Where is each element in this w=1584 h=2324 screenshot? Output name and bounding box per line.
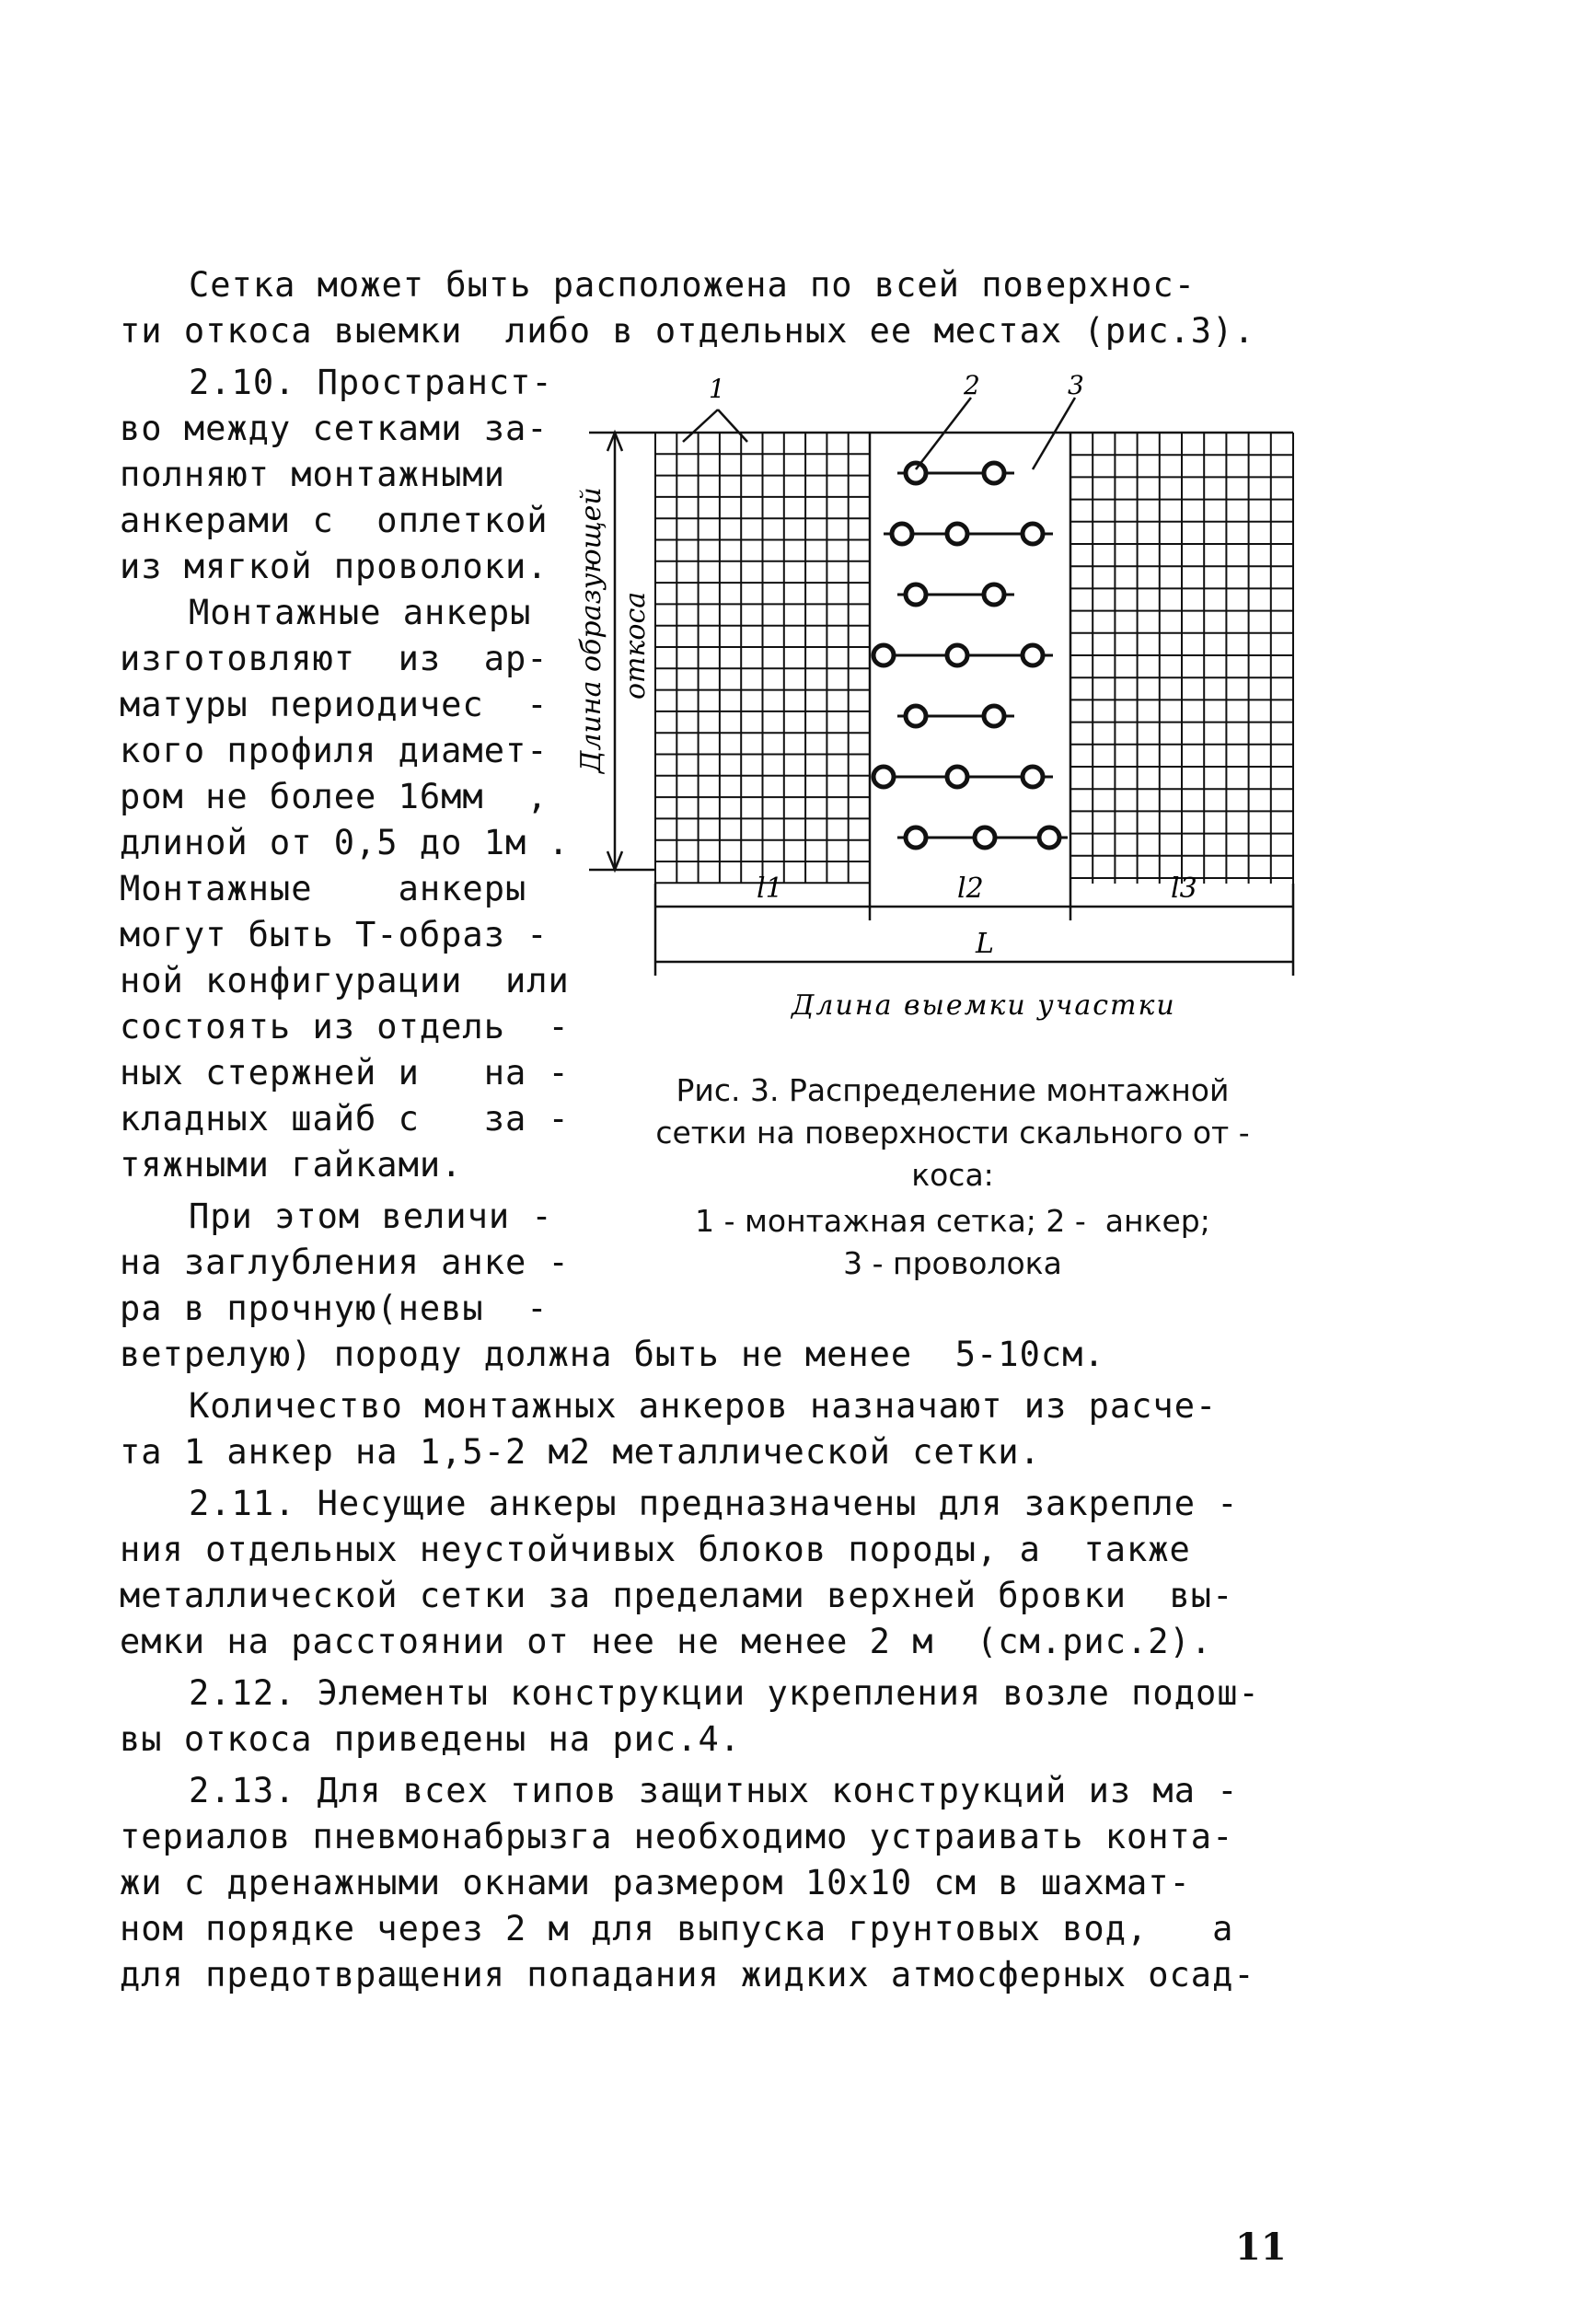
- vertical-label-inner: откоса: [619, 591, 652, 700]
- figure-label-2: 2: [964, 370, 980, 400]
- body-line: териалов пневмонабрызга необходимо устраивать конта-: [120, 1817, 1234, 1856]
- anchor-marker: [906, 463, 926, 483]
- body-line: та 1 анкер на 1,5-2 м2 металлической сетки.: [120, 1432, 1041, 1472]
- body-line: При этом величи -: [189, 1197, 553, 1236]
- figure-bottom-label: Длина выемки участки: [792, 989, 1176, 1022]
- mesh-grid-right: [1070, 433, 1293, 884]
- anchor-marker: [975, 827, 995, 848]
- body-line: Монтажные анкеры: [189, 593, 532, 632]
- body-line: анкерами с оплеткой: [120, 501, 549, 540]
- body-line: ния отдельных неустойчивых блоков породы, а также: [120, 1530, 1191, 1569]
- mesh-grid-left: [655, 433, 870, 884]
- body-line: длиной от 0,5 до 1м .: [120, 823, 570, 862]
- body-line: Сетка может быть расположена по всей поверхнос-: [189, 265, 1196, 305]
- anchor-marker: [1039, 827, 1059, 848]
- figure-caption-line: сетки на поверхности скального от -: [655, 1115, 1250, 1150]
- figure-label-1: 1: [709, 374, 725, 404]
- dimension-l3: l3: [1171, 873, 1197, 905]
- body-line: 2.12. Элементы конструкции укрепления возле подош-: [189, 1673, 1260, 1713]
- body-line: могут быть Т-образ -: [120, 915, 549, 954]
- figure-caption-line: коса:: [911, 1157, 994, 1193]
- body-line: из мягкой проволоки.: [120, 547, 549, 586]
- body-line: жи с дренажными окнами размером 10х10 см в шахмат-: [120, 1863, 1191, 1902]
- anchor-rows: [873, 463, 1068, 848]
- anchor-marker: [947, 524, 967, 544]
- anchor-marker: [873, 645, 894, 665]
- dimension-l1: l1: [757, 873, 783, 905]
- anchor-marker: [873, 767, 894, 787]
- body-line: для предотвращения попадания жидких атмосферных осад-: [120, 1955, 1255, 1994]
- body-line: на заглубления анке -: [120, 1243, 570, 1282]
- body-line: ра в прочную(невы -: [120, 1289, 549, 1328]
- figure-legend-line: 3 - проволока: [843, 1245, 1062, 1281]
- anchor-marker: [906, 827, 926, 848]
- body-line: изготовляют из ар-: [120, 639, 549, 678]
- body-line: ром не более 16мм ,: [120, 777, 549, 816]
- body-line: Количество монтажных анкеров назначают из расче-: [189, 1386, 1218, 1426]
- anchor-marker: [947, 767, 967, 787]
- body-line: ти откоса выемки либо в отдельных ее местах (рис.3).: [120, 311, 1255, 351]
- figure-legend-line: 1 - монтажная сетка; 2 - анкер;: [695, 1203, 1210, 1239]
- anchor-marker: [1023, 524, 1043, 544]
- page-number: 11: [1235, 2226, 1287, 2269]
- body-line: емки на расстоянии от нее не менее 2 м (см.рис.2).: [120, 1622, 1213, 1661]
- vertical-label-outer: Длина образующей: [575, 487, 607, 773]
- body-line: тяжными гайками.: [120, 1145, 463, 1185]
- body-line: 2.13. Для всех типов защитных конструкций из ма -: [189, 1771, 1239, 1810]
- body-line: ной конфигурации или: [120, 961, 570, 1000]
- body-line: состоять из отдель -: [120, 1007, 570, 1046]
- anchor-marker: [1023, 767, 1043, 787]
- anchor-marker: [1023, 645, 1043, 665]
- body-line: кладных шайб с за -: [120, 1099, 570, 1139]
- body-line: ном порядке через 2 м для выпуска грунтовых вод, а: [120, 1909, 1234, 1948]
- anchor-marker: [984, 584, 1004, 605]
- body-line: ветрелую) породу должна быть не менее 5-10см.: [120, 1335, 1105, 1374]
- figure-label-3: 3: [1068, 370, 1084, 400]
- figure-caption-line: Рис. 3. Распределение монтажной: [676, 1072, 1230, 1108]
- dimension-l2: l2: [957, 873, 984, 905]
- body-line: полняют монтажными: [120, 455, 505, 494]
- anchor-marker: [906, 706, 926, 726]
- body-line: металлической сетки за пределами верхней бровки вы-: [120, 1576, 1234, 1615]
- anchor-marker: [892, 524, 912, 544]
- body-line: во между сетками за-: [120, 409, 549, 448]
- anchor-marker: [947, 645, 967, 665]
- body-line: вы откоса приведены на рис.4.: [120, 1719, 742, 1759]
- body-line: матуры периодичес -: [120, 685, 549, 724]
- anchor-marker: [984, 706, 1004, 726]
- anchor-marker: [906, 584, 926, 605]
- body-line: ных стержней и на -: [120, 1053, 570, 1093]
- body-line: кого профиля диамет-: [120, 731, 549, 770]
- body-line: 2.10. Пространст-: [189, 363, 553, 402]
- body-line: 2.11. Несущие анкеры предназначены для закрепле -: [189, 1484, 1239, 1523]
- body-line: Монтажные анкеры: [120, 869, 527, 908]
- dimension-L: L: [976, 928, 994, 960]
- anchor-marker: [984, 463, 1004, 483]
